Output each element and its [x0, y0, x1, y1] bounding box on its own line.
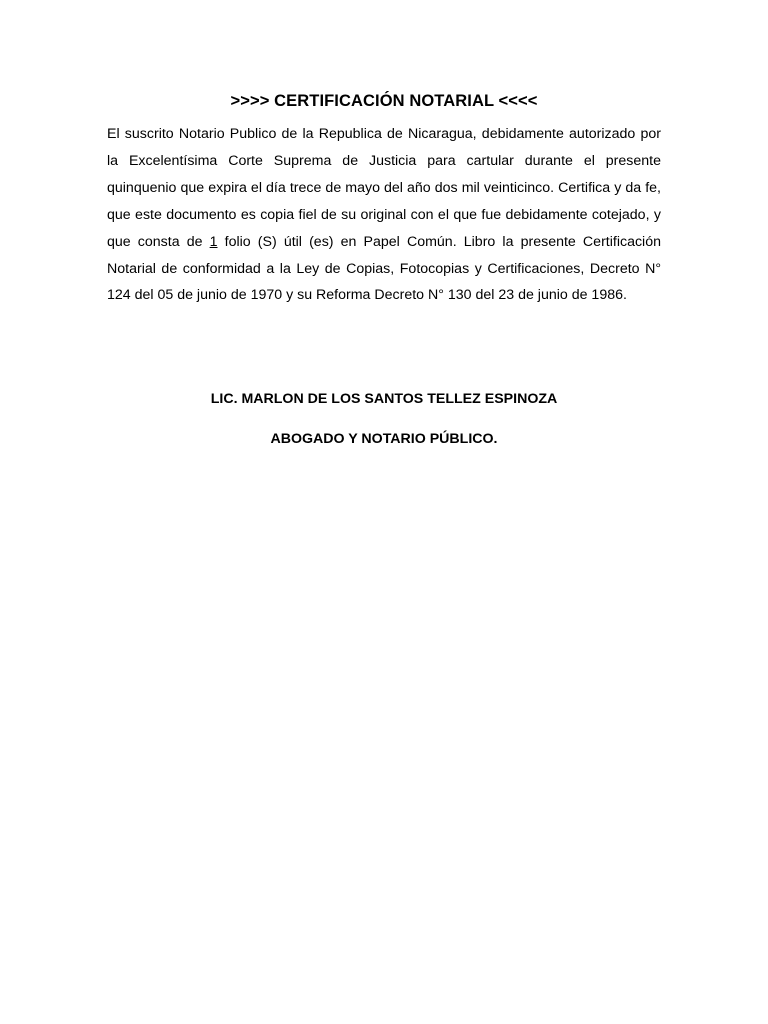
folio-count: 1: [209, 233, 218, 250]
signatory-role: ABOGADO Y NOTARIO PÚBLICO.: [270, 431, 498, 447]
signatory-name: LIC. MARLON DE LOS SANTOS TELLEZ ESPINOZA: [210, 391, 558, 407]
paragraph-text-part-1: El suscrito Notario Publico de la Republica de Nicaragua, debidamente autorizado por la Excelentísima Corte Suprema de Justicia para cartular durante el presente quinquenio que expira el día trece de mayo del año dos mil veinticinco. Certifica y da fe, que este documento es copia fiel de su original con el que fue debidamente cotejado, y que consta de: [107, 126, 661, 250]
document-title: >>>> CERTIFICACIÓN NOTARIAL <<<<: [230, 92, 538, 110]
paragraph-text-part-2: folio (S) útil (es) en Papel Común. Libro la presente Certificación Notarial de conformidad a la Ley de Copias, Fotocopias y Certificaciones, Decreto N° 124 del 05 de junio de 1970 y su Reforma Decreto N° 130 del 23 de junio de 1986.: [107, 233, 661, 304]
certification-paragraph: [107, 121, 661, 309]
